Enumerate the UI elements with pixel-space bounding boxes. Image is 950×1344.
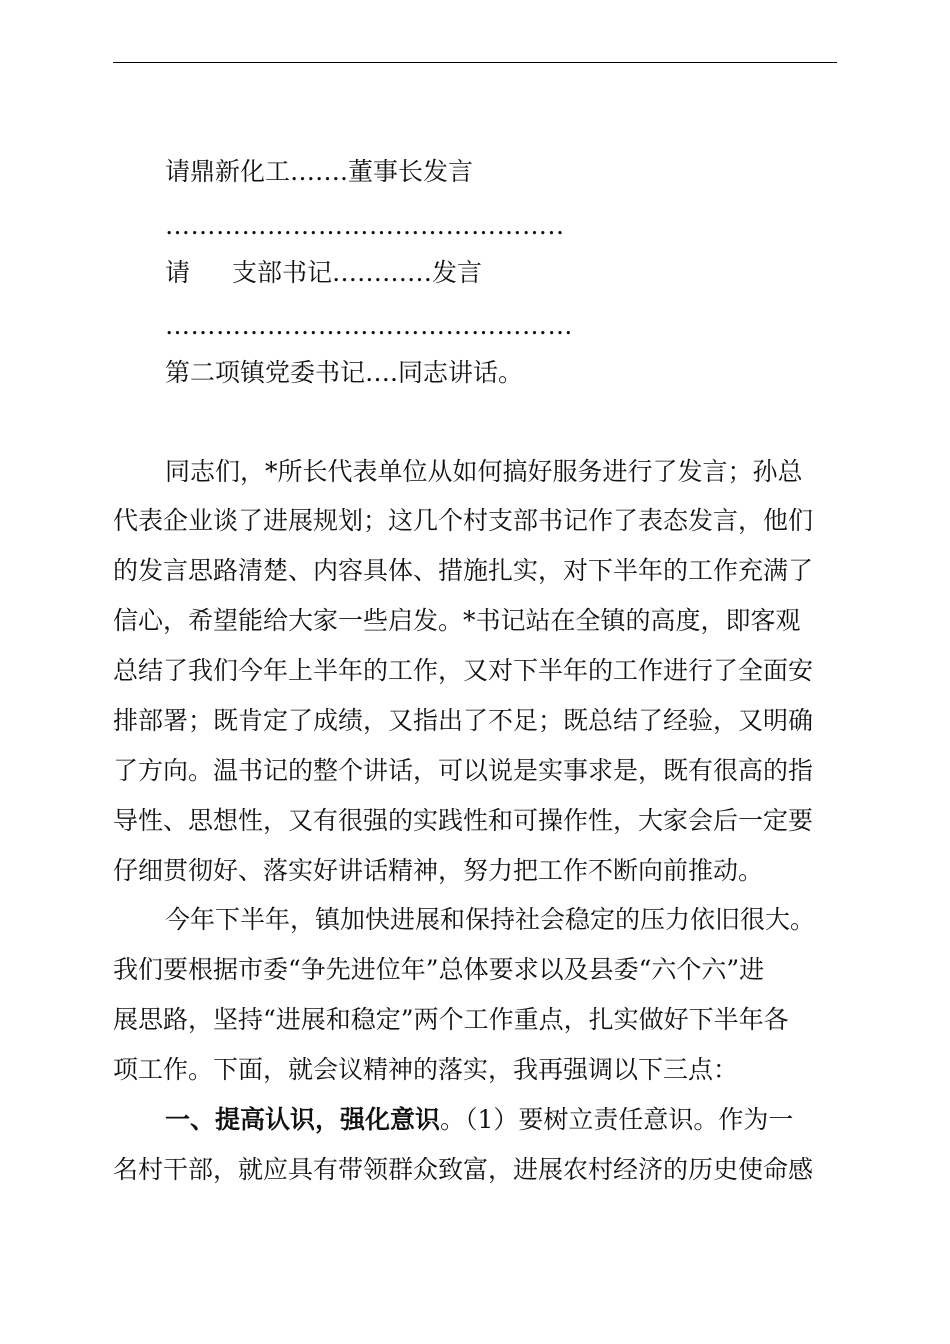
paragraph-2-line: 今年下半年，镇加快进展和保持社会稳定的压力依旧很大。 [165,905,816,934]
agenda-line-3: 第二项镇党委书记….同志讲话。 [165,358,523,387]
agenda-line-2 [165,257,925,289]
agenda-line-2-rest: 支部书记…………发言 [232,258,483,287]
paragraph-1-line: 同志们，*所长代表单位从如何搞好服务进行了发言；孙总 [165,457,803,486]
paragraph-1-line: 的发言思路清楚、内容具体、措施扎实，对下半年的工作充满了 [113,556,814,585]
section-heading-1: 一、提高认识，强化意识 [165,1105,441,1134]
agenda-dots-2: ………………………………………… [165,311,573,340]
paragraph-1-line: 导性、思想性，又有很强的实践性和可操作性，大家会后一定要 [113,806,814,835]
paragraph-1-line: 信心，希望能给大家一些启发。*书记站在全镇的高度，即客观 [113,606,801,635]
paragraph-1-line: 仔细贯彻好、落实好讲话精神，努力把工作不断向前推动。 [113,856,764,885]
agenda-line-1: 请鼎新化工…….董事长发言 [165,157,473,186]
paragraph-1-line: 代表企业谈了进展规划；这几个村支部书记作了表态发言，他们 [113,506,814,535]
agenda-dots-1: ……………………………………….. [165,211,565,240]
paragraph-3-text: 。（1）要树立责任意识。作为一 [440,1105,794,1134]
paragraph-1-line: 总结了我们今年上半年的工作，又对下半年的工作进行了全面安 [113,656,814,685]
paragraph-3-line-2: 名村干部，就应具有带领群众致富，进展农村经济的历史使命感 [113,1155,814,1184]
header-rule [113,62,837,63]
paragraph-1-line: 了方向。温书记的整个讲话，可以说是实事求是，既有很高的指 [113,756,814,785]
paragraph-2-line: 展思路，坚持“进展和稳定”两个工作重点，扎实做好下半年各 [113,1005,789,1034]
paragraph-2-line: 我们要根据市委“争先进位年”总体要求以及县委“六个六”进 [113,955,765,984]
paragraph-1-line: 排部署；既肯定了成绩，又指出了不足；既总结了经验，又明确 [113,706,814,735]
paragraph-2-line: 项工作。下面，就会议精神的落实，我再强调以下三点： [113,1055,739,1084]
agenda-line-2-prefix: 请 [165,258,191,287]
paragraph-3-line-1 [165,1104,925,1136]
